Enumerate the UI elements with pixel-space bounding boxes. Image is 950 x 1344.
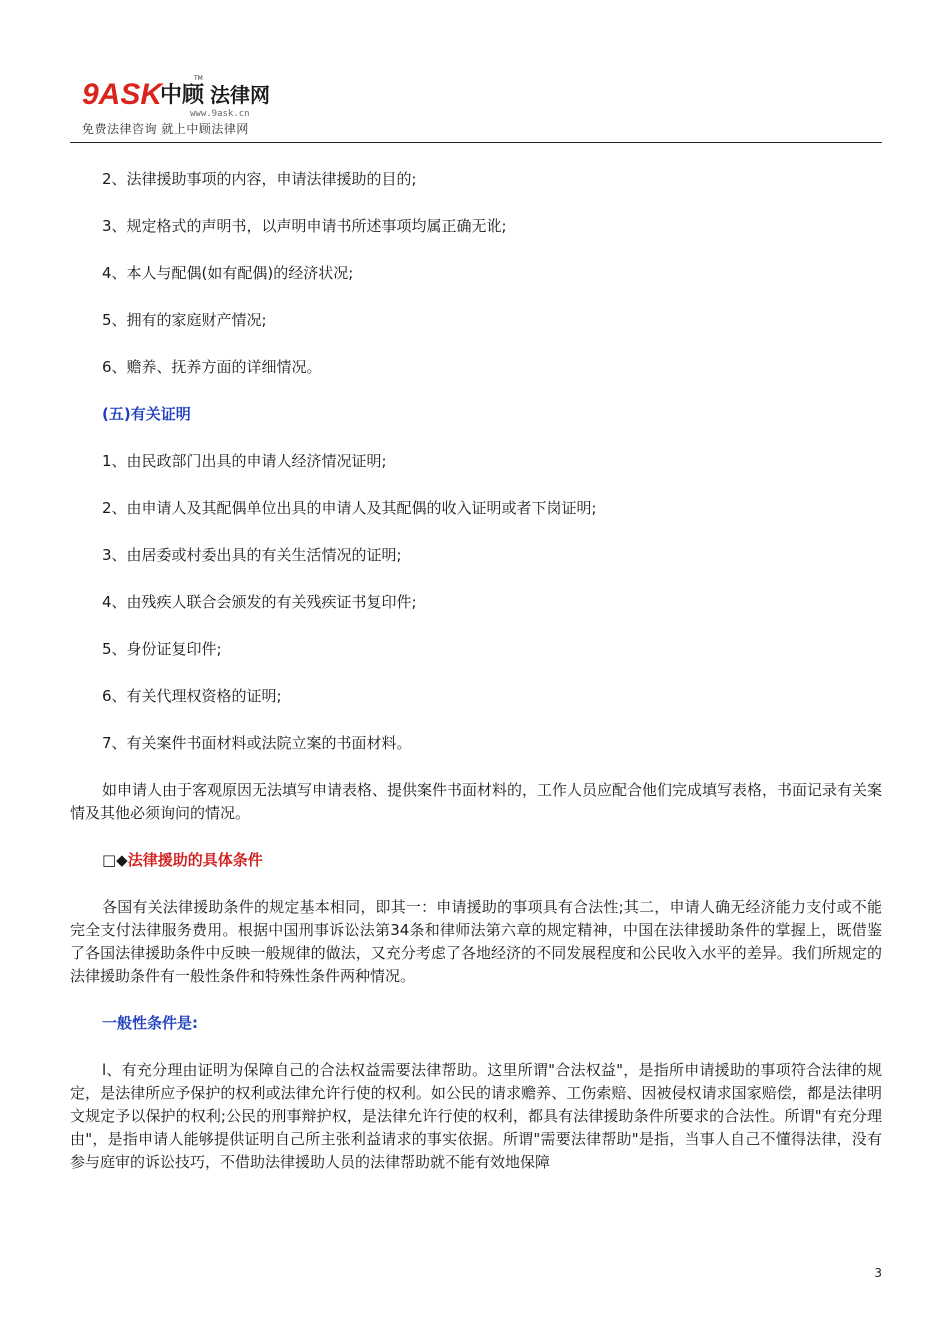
list-item: 6、有关代理权资格的证明; [102,687,282,705]
header-tagline: 免费法律咨询 就上中顾法律网 [82,122,249,136]
header-divider [70,142,882,143]
list-item: 7、有关案件书面材料或法院立案的书面材料。 [102,734,412,752]
page-number: 3 [874,1266,882,1280]
list-item: 5、身份证复印件; [102,640,222,658]
logo-cn: 中顾 [160,83,205,108]
list-item: 4、由残疾人联合会颁发的有关残疾证书复印件; [102,593,417,611]
list-item: 3、由居委或村委出具的有关生活情况的证明; [102,546,402,564]
section-heading-proof: (五)有关证明 [102,405,191,423]
logo-url: www.9ask.cn [190,109,250,119]
list-item: 3、规定格式的声明书，以声明申请书所述事项均属正确无讹; [102,217,507,235]
paragraph-assistance-note: 如申请人由于客观原因无法填写申请表格、提供案件书面材料的，工作人员应配合他们完成填写表格，书面记录有关案情及其他必须询问的情况。 [70,781,883,822]
logo-law: 法律网 [210,83,270,107]
logo-trademark: TM [194,75,203,82]
list-item: 5、拥有的家庭财产情况; [102,311,267,329]
page-header [70,72,882,144]
paragraph-general-condition-1: l、有充分理由证明为保障自己的合法权益需要法律帮助。这里所谓"合法权益"，是指所申请援助的事项符合法律的规定，是法律所应予保护的权利或法律允许行使的权利。如公民的请求赡养、工伤索赔、因被侵权请求国家赔偿，都是法律明文规定予以保护的权利;公民的刑事辩护权，是法律允许行使的权利，都具有法律援助条件所要求的合法性。所谓"有充分理由"，是指申请人能够提供证明自己所主张利益请求的事实依据。所谓"需要法律帮助"是指，当事人自己不懂得法律，没有参与庭审的诉讼技巧，不借助法律援助人员的法律帮助就不能有效地保障 [70,1061,882,1171]
list-item: 2、法律援助事项的内容，申请法律援助的目的; [102,170,417,188]
section-heading-general: 一般性条件是: [102,1014,198,1032]
list-item: 2、由申请人及其配偶单位出具的申请人及其配偶的收入证明或者下岗证明; [102,499,597,517]
section-heading-conditions-text: 法律援助的具体条件 [127,851,263,869]
list-item: 1、由民政部门出具的申请人经济情况证明; [102,452,387,470]
section-heading-conditions [70,849,882,872]
9ask-logo [78,72,358,120]
list-item: 4、本人与配偶(如有配偶)的经济状况; [102,264,354,282]
paragraph-conditions: 各国有关法律援助条件的规定基本相同，即其一：申请援助的事项具有合法性;其二，申请人确无经济能力支付或不能完全支付法律服务费用。根据中国刑事诉讼法第34条和律师法第六章的规定精神，中国在法律援助条件的掌握上，既借鉴了各国法律援助条件中反映一般规律的做法，又充分考虑了各地经济的不同发展程度和公民收入水平的差异。我们所规定的法律援助条件有一般性条件和特殊性条件两种情况。 [70,898,882,985]
list-item: 6、赡养、抚养方面的详细情况。 [102,358,322,376]
document-body [70,168,882,1198]
bullet-diamond-icon: □◆ [102,851,128,869]
logo-brand: 9ASK [82,78,163,111]
